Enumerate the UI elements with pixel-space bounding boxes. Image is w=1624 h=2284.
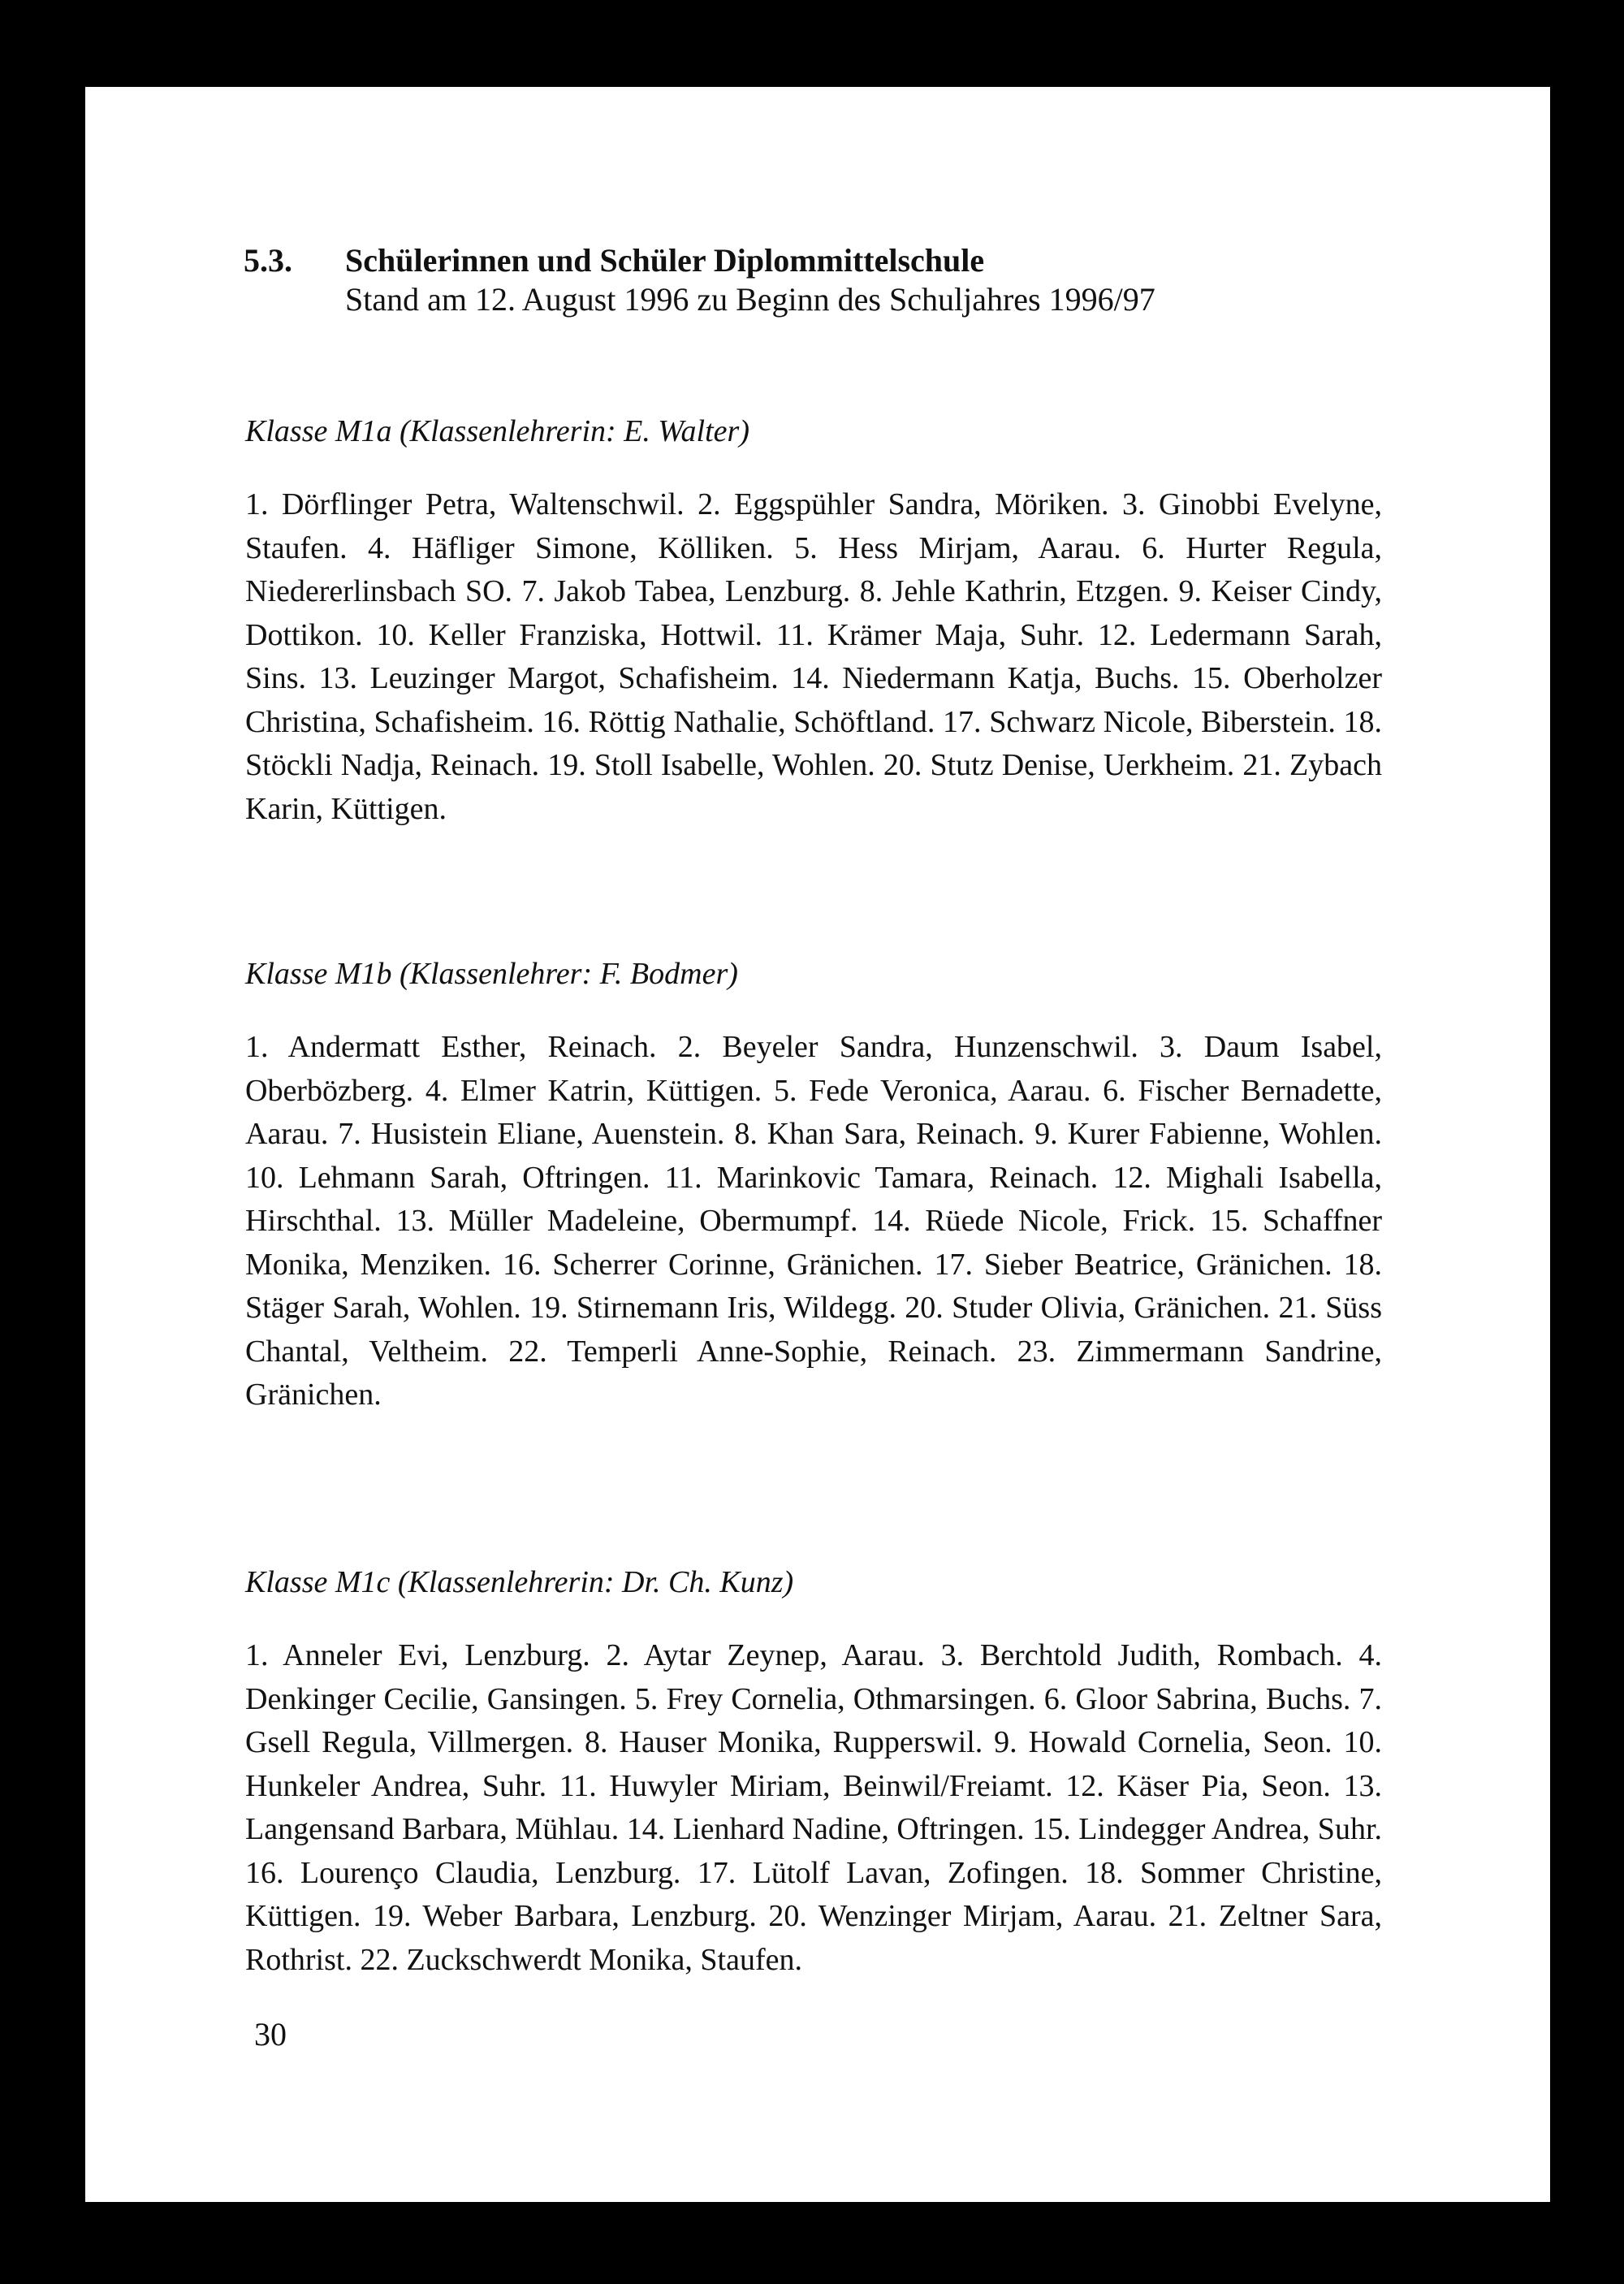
section-subtitle: Stand am 12. August 1996 zu Beginn des Schuljahres 1996/97 [345, 281, 1155, 318]
class-title-m1a: Klasse M1a (Klassenlehrerin: E. Walter) [245, 414, 749, 448]
class-title-m1c: Klasse M1c (Klassenlehrerin: Dr. Ch. Kunz) [245, 1565, 794, 1599]
class-section-m1c [245, 1563, 1382, 1982]
class-section-m1a [245, 412, 1382, 831]
class-section-m1b [245, 954, 1382, 1417]
section-heading [244, 241, 1462, 319]
class-students-m1b: 1. Andermatt Esther, Reinach. 2. Beyeler Sandra, Hunzenschwil. 3. Daum Isabel, Oberbözberg. 4. Elmer Katrin, Küttigen. 5. Fede Veronica, Aarau. 6. Fischer Bernadette, Aarau. 7. Husistein Eliane, Auenstein. 8. Khan Sara, Reinach. 9. Kurer Fabienne, Wohlen. 10. Lehmann Sarah, Oftringen. 11. Marinkovic Tamara, Reinach. 12. Mighali Isabella, Hirschthal. 13. Müller Madeleine, Obermumpf. 14. Rüede Nicole, Frick. 15. Schaffner Monika, Menziken. 16. Scherrer Corinne, Gränichen. 17. Sieber Beatrice, Gränichen. 18. Stäger Sarah, Wohlen. 19. Stirnemann Iris, Wildegg. 20. Studer Olivia, Gränichen. 21. Süss Chantal, Veltheim. 22. Temperli Anne-Sophie, Reinach. 23. Zimmermann Sandrine, Gränichen. [245, 1030, 1382, 1412]
class-students-m1a: 1. Dörflinger Petra, Waltenschwil. 2. Eggspühler Sandra, Möriken. 3. Ginobbi Evelyne, Staufen. 4. Häfliger Simone, Kölliken. 5. Hess Mirjam, Aarau. 6. Hurter Regula, Niedererlinsbach SO. 7. Jakob Tabea, Lenzburg. 8. Jehle Kathrin, Etzgen. 9. Keiser Cindy, Dottikon. 10. Keller Franziska, Hottwil. 11. Krämer Maja, Suhr. 12. Ledermann Sarah, Sins. 13. Leuzinger Margot, Schafisheim. 14. Niedermann Katja, Buchs. 15. Oberholzer Christina, Schafisheim. 16. Röttig Nathalie, Schöftland. 17. Schwarz Nicole, Biberstein. 18. Stöckli Nadja, Reinach. 19. Stoll Isabelle, Wohlen. 20. Stutz Denise, Uerkheim. 21. Zybach Karin, Küttigen. [245, 487, 1382, 826]
class-title-m1b: Klasse M1b (Klassenlehrer: F. Bodmer) [245, 957, 738, 991]
page-number: 30 [254, 2016, 287, 2053]
section-number: 5.3. [244, 242, 292, 279]
document-page [85, 87, 1550, 2202]
section-heading-row [244, 241, 1462, 280]
section-title: Schülerinnen und Schüler Diplommittelschule [345, 242, 985, 279]
class-students-m1c: 1. Anneler Evi, Lenzburg. 2. Aytar Zeynep, Aarau. 3. Berchtold Judith, Rombach. 4. Denkinger Cecilie, Gansingen. 5. Frey Cornelia, Othmarsingen. 6. Gloor Sabrina, Buchs. 7. Gsell Regula, Villmergen. 8. Hauser Monika, Rupperswil. 9. Howald Cornelia, Seon. 10. Hunkeler Andrea, Suhr. 11. Huwyler Miriam, Beinwil/Freiamt. 12. Käser Pia, Seon. 13. Langensand Barbara, Mühlau. 14. Lienhard Nadine, Oftringen. 15. Lindegger Andrea, Suhr. 16. Lourenço Claudia, Lenzburg. 17. Lütolf Lavan, Zofingen. 18. Sommer Christine, Küttigen. 19. Weber Barbara, Lenzburg. 20. Wenzinger Mirjam, Aarau. 21. Zeltner Sara, Rothrist. 22. Zuckschwerdt Monika, Staufen. [245, 1638, 1382, 1977]
